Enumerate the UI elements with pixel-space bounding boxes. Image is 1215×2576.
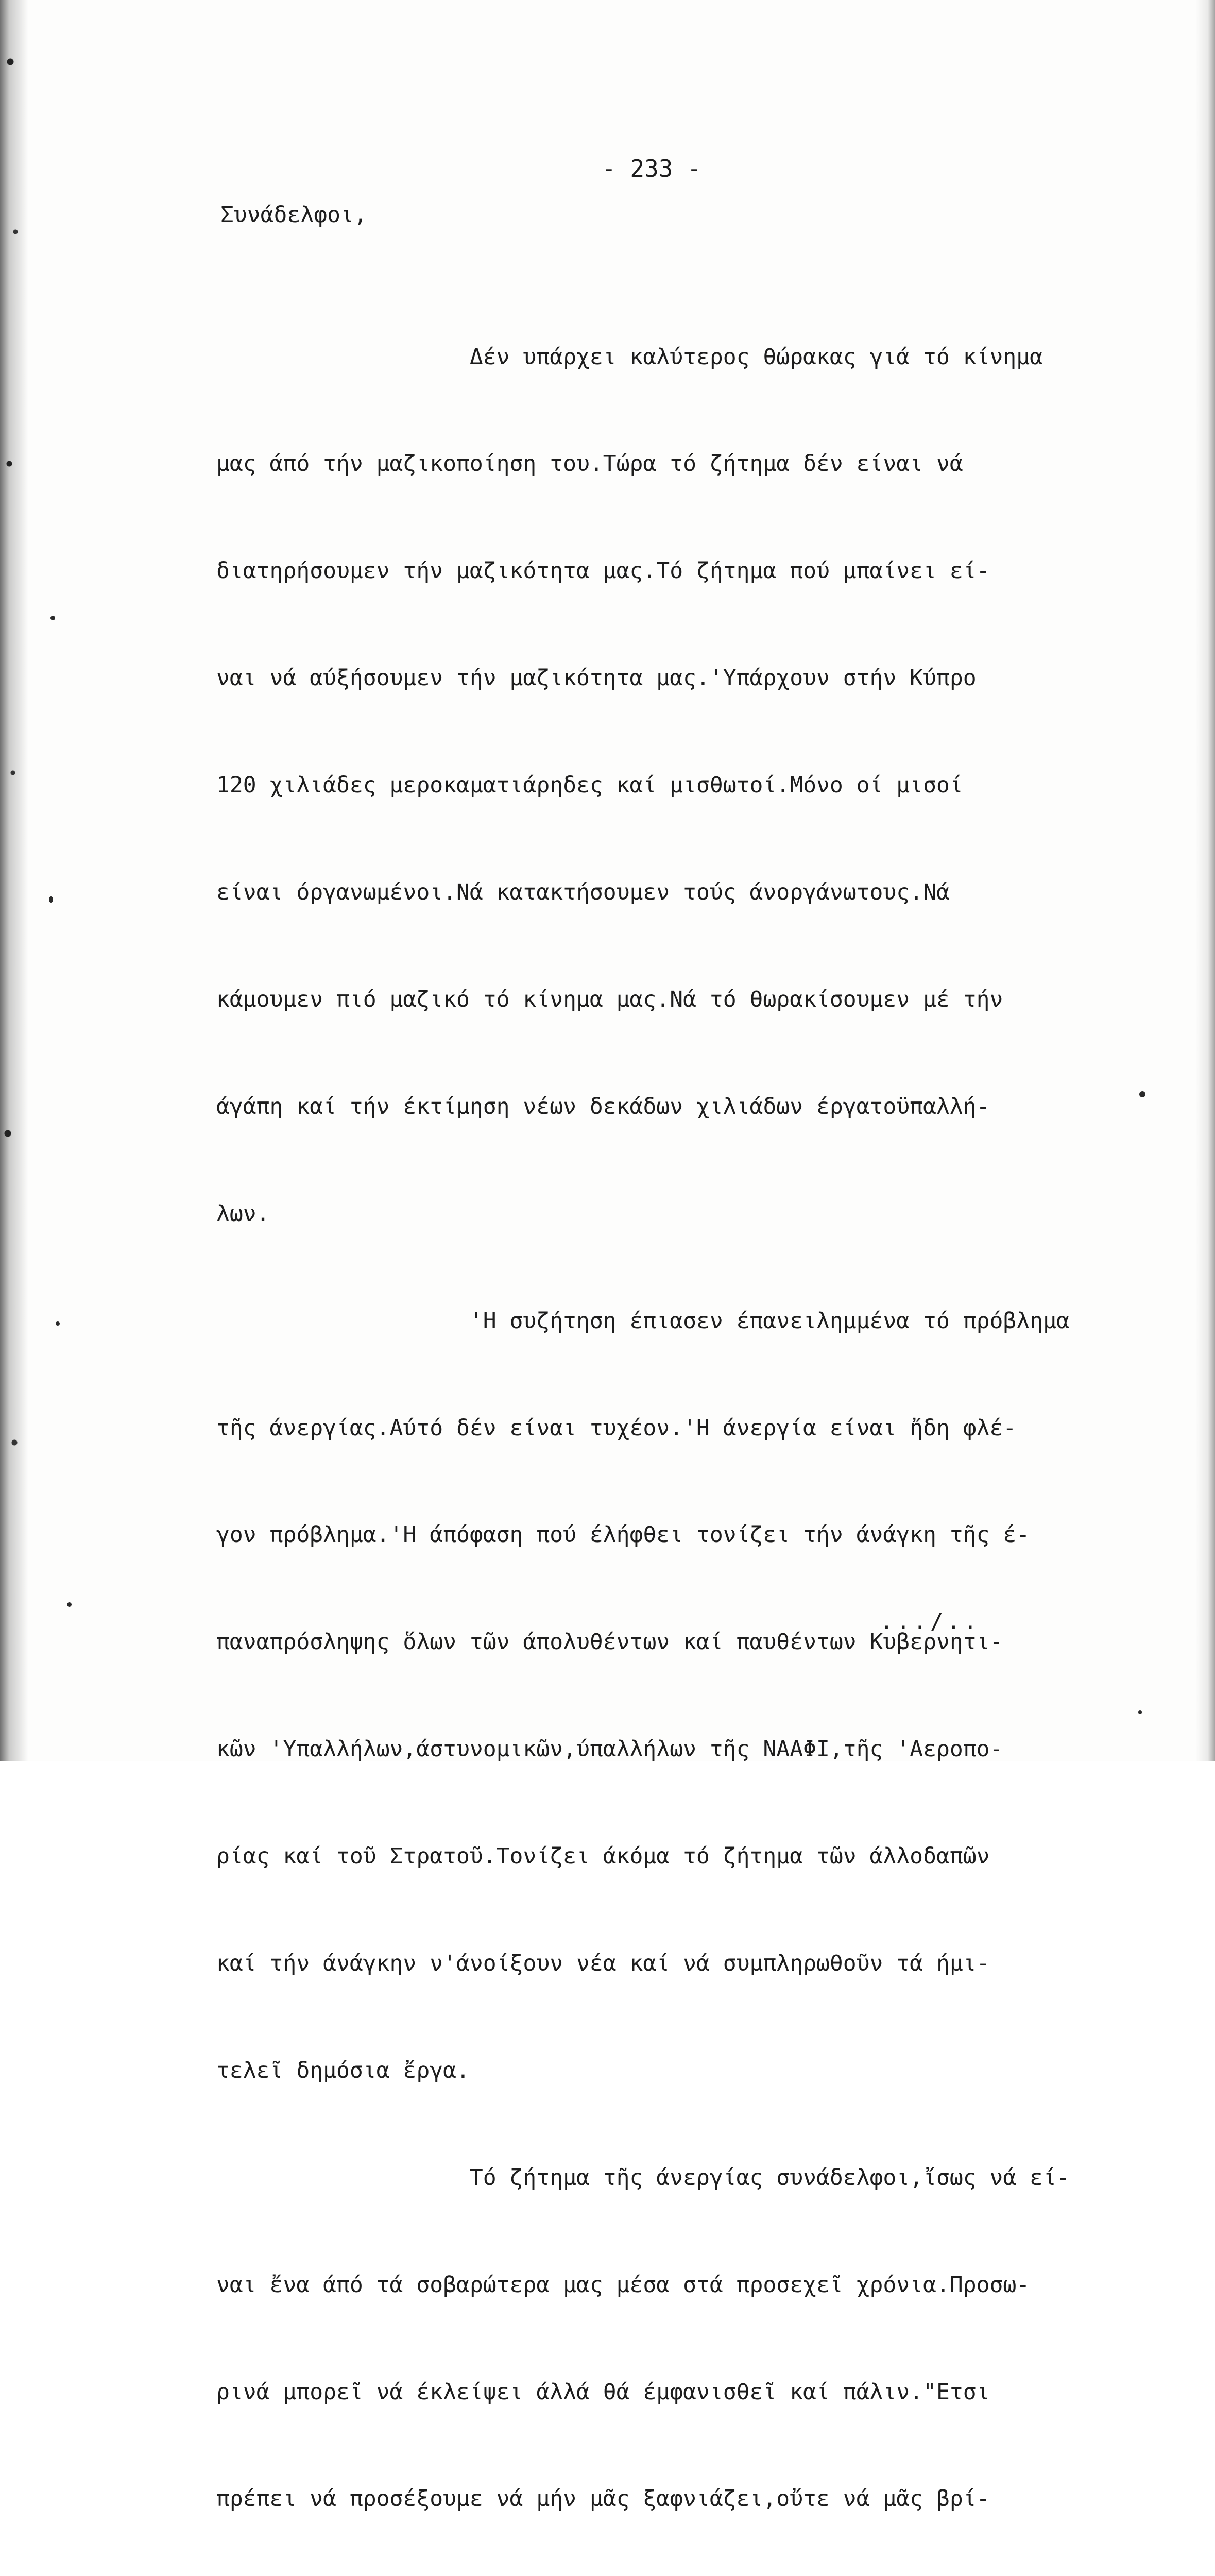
scan-speck (1139, 1091, 1145, 1097)
text-line: 'Η συζήτηση έπιασεν έπανειλημμένα τό πρόβλημα (216, 1308, 1070, 1334)
text-line: τῆς άνεργίας.Αύτό δέν είναι τυχέον.'Η άνεργία είναι ἤδη φλέ- (216, 1415, 1017, 1441)
page-number: - 233 - (602, 155, 701, 182)
text-line: μας άπό τήν μαζικοποίηση του.Τώρα τό ζήτημα δέν είναι νά (216, 451, 963, 477)
text-line: λων. (216, 1200, 270, 1227)
text-line: διατηρήσουμεν τήν μαζικότητα μας.Τό ζήτημα πού μπαίνει εί- (216, 558, 990, 584)
text-line: ρινά μπορεῖ νά έκλείψει άλλά θά έμφανισθεῖ καί πάλιν."Ετσι (216, 2379, 990, 2405)
text-line: τελεῖ δημόσια ἔργα. (216, 2057, 470, 2083)
text-line: Τό ζήτημα τῆς άνεργίας συνάδελφοι,ἴσως νά εί- (216, 2164, 1070, 2191)
text-line: καί τήν άνάγκην ν'άνοίξουν νέα καί νά συμπληρωθοῦν τά ήμι- (216, 1950, 990, 1976)
body-text (216, 268, 1070, 2576)
text-line: 120 χιλιάδες μεροκαματιάρηδες καί μισθωτοί.Μόνο οί μισοί (216, 772, 963, 799)
text-line: κάμουμεν πιό μαζικό τό κίνημα μας.Νά τό θωρακίσουμεν μέ τήν (216, 986, 1003, 1012)
continuation-mark: .../.. (880, 1608, 980, 1635)
text-line: είναι όργανωμένοι.Νά κατακτήσουμεν τούς άνοργάνωτους.Νά (216, 879, 950, 906)
text-line: πρέπει νά προσέξουμε νά μήν μᾶς ξαφνιάζει,οὔτε νά μᾶς βρί- (216, 2486, 990, 2512)
text-line: κῶν 'Υπαλλήλων,άστυνομικῶν,ύπαλλήλων τῆς ΝΑΑΦΙ,τῆς 'Αεροπο- (216, 1736, 1003, 1762)
scan-speck (50, 616, 55, 620)
text-line: παναπρόσληψης ὅλων τῶν άπολυθέντων καί παυθέντων Κυβερνητι- (216, 1629, 1003, 1655)
text-line: άγάπη καί τήν έκτίμηση νέων δεκάδων χιλιάδων έργατοϋπαλλή- (216, 1093, 990, 1120)
scan-speck (56, 1321, 60, 1326)
text-line: Δέν υπάρχει καλύτερος θώρακας γιά τό κίνημα (216, 344, 1043, 370)
scan-speck (1138, 1710, 1142, 1714)
text-line: ναι ἔνα άπό τά σοβαρώτερα μας μέσα στά προσεχεῖ χρόνια.Προσω- (216, 2272, 1030, 2298)
scan-right-edge-shadow (1194, 0, 1215, 1761)
scan-speck (49, 896, 53, 903)
text-line: γον πρόβλημα.'Η άπόφαση πού έλήφθει τονίζει τήν άνάγκη τῆς έ- (216, 1522, 1030, 1548)
scan-left-edge-shadow (0, 0, 31, 1761)
salutation: Συνάδελφοι, (220, 202, 367, 228)
text-line: ναι νά αύξήσουμεν τήν μαζικότητα μας.'Υπάρχουν στήν Κύπρο (216, 665, 977, 691)
text-line: ρίας καί τοῦ Στρατοῦ.Τονίζει άκόμα τό ζήτημα τῶν άλλοδαπῶν (216, 1843, 990, 1870)
scan-speck (67, 1602, 72, 1607)
